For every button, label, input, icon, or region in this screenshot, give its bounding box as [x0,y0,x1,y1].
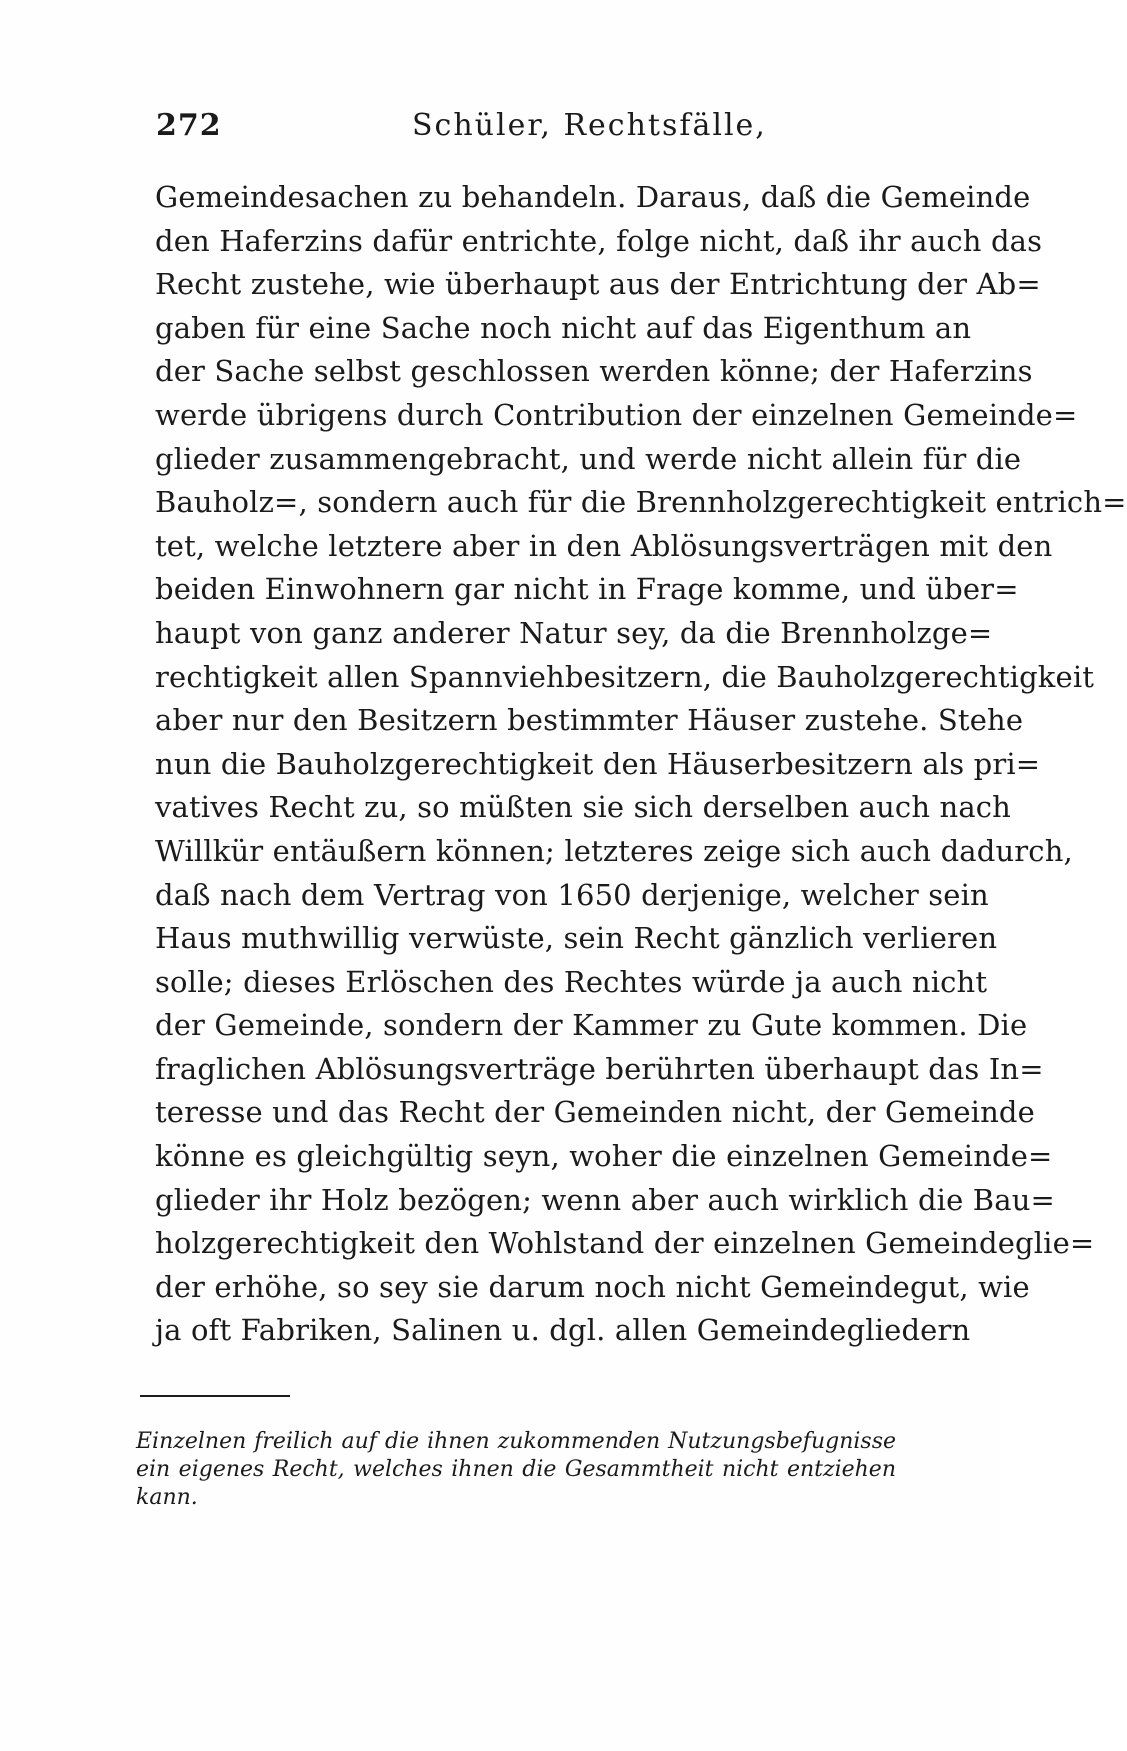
body-line: Bauholz=, sondern auch für die Brennholzgerechtigkeit entrich= [155,485,1127,520]
body-line: der Gemeinde, sondern der Kammer zu Gute kommen. Die [155,1008,1028,1043]
body-line: Recht zustehe, wie überhaupt aus der Entrichtung der Ab= [155,267,1041,302]
body-line: haupt von ganz anderer Natur sey, da die Brennholzge= [155,615,993,650]
body-line: beiden Einwohnern gar nicht in Frage komme, und über= [155,572,1019,607]
body-line: nun die Bauholzgerechtigkeit den Häuserbesitzern als pri= [155,746,1041,781]
body-text [155,176,1127,1353]
body-line: Willkür entäußern können; letzteres zeige sich auch dadurch, [155,833,1073,868]
body-line: Gemeindesachen zu behandeln. Daraus, daß die Gemeinde [155,180,1031,214]
body-line: teresse und das Recht der Gemeinden nicht, der Gemeinde [155,1095,1035,1130]
running-title: Schüler, Rechtsfälle, [412,108,767,143]
footnote-line: kann. [136,1485,198,1510]
running-head [150,108,910,148]
body-line: tet, welche letztere aber in den Ablösungsverträgen mit den [155,528,1053,563]
body-line: der Sache selbst geschlossen werden könne; der Haferzins [155,354,1033,389]
body-line: ja oft Fabriken, Salinen u. dgl. allen Gemeindegliedern [155,1313,971,1348]
body-line: fraglichen Ablösungsverträge berührten überhaupt das In= [155,1051,1044,1086]
footnote-rule [140,1395,290,1397]
body-line: glieder ihr Holz bezögen; wenn aber auch wirklich die Bau= [155,1182,1055,1217]
body-line: werde übrigens durch Contribution der einzelnen Gemeinde= [155,397,1078,432]
footnote-line: ein eigenes Recht, welches ihnen die Gesammtheit nicht entziehen [136,1457,896,1482]
body-line: den Haferzins dafür entrichte, folge nicht, daß ihr auch das [155,223,1043,258]
footnote-line: Einzelnen freilich auf die ihnen zukommenden Nutzungsbefugnisse [136,1429,896,1454]
body-line: glieder zusammengebracht, und werde nicht allein für die [155,441,1022,476]
body-line: aber nur den Besitzern bestimmter Häuser zustehe. Stehe [155,703,1024,738]
body-line: rechtigkeit allen Spannviehbesitzern, die Bauholzgerechtigkeit [155,659,1095,694]
body-line: der erhöhe, so sey sie darum noch nicht Gemeindegut, wie [155,1269,1030,1304]
body-line: gaben für eine Sache noch nicht auf das Eigenthum an [155,310,972,345]
body-line: holzgerechtigkeit den Wohlstand der einzelnen Gemeindeglie= [155,1226,1095,1261]
body-line: daß nach dem Vertrag von 1650 derjenige, welcher sein [155,877,989,912]
body-line: solle; dieses Erlöschen des Rechtes würde ja auch nicht [155,964,988,999]
body-line: vatives Recht zu, so müßten sie sich derselben auch nach [155,790,1011,825]
page-number: 272 [156,108,222,143]
body-line: könne es gleichgültig seyn, woher die einzelnen Gemeinde= [155,1139,1053,1174]
body-line: Haus muthwillig verwüste, sein Recht gänzlich verlieren [155,921,998,956]
footnote [136,1428,896,1512]
